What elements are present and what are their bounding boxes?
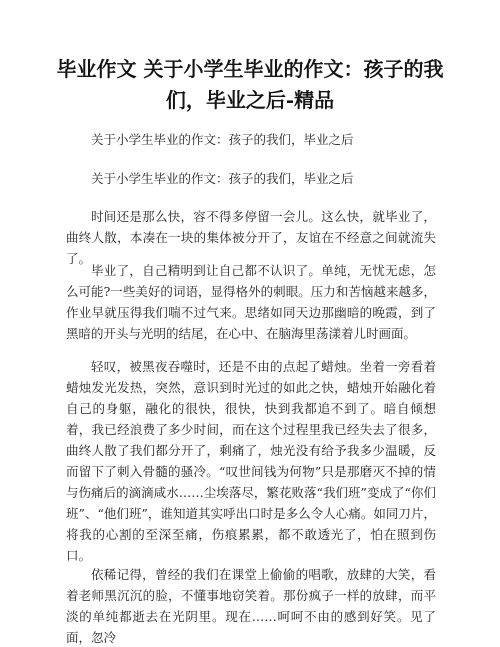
- subheading-paragraph: 关于小学生毕业的作文：孩子的我们，毕业之后: [91, 132, 354, 147]
- body-paragraph: 轻叹，被黑夜吞噬时，还是不由的点起了蜡烛。坐着一旁看着蜡烛发光发热，突然，意识到时光过的如此之快，蜡烛开始融化着自己的身躯，融化的很快，很快，快到我都追不到了。暗自倾想着，我已经浪费了多少时间，而在这个过程里我已经失去了很多，曲终人散了我们都分开了，剩痛了，烛光没有给予我多少温暖，反而留下了刺入骨髓的骚冷。“叹世间钱为何物”只是那磨灭不掉的情与伤痛后的滴滴咸水……尘埃落尽，繁花败落“我们班”变成了“你们班”、“他们班”，谁知道其实呼出口时是多么令人心痛。如同刀片，将我的心割的至深至痛，伤痕累累，都不敢透光了，怕在照到伤口。: [66, 359, 436, 563]
- subheading-paragraph: 关于小学生毕业的作文：孩子的我们，毕业之后: [91, 171, 354, 186]
- body-paragraph: 毕业了，自己精明到让自己都不认识了。单纯，无忧无虑，怎么可能?一些美好的词语，显得格外的刺眼。压力和苦恼越来越多，作业早就压得我们喘不过气来。思绪如同天边那幽暗的晚霞，到了黑暗的开头与光明的结尾，在心中、在脑海里荡漾着儿时画面。: [66, 263, 436, 341]
- document-title: 毕业作文 关于小学生毕业的作文：孩子的我们，毕业之后-精品: [56, 57, 444, 112]
- body-paragraph: 依稀记得，曾经的我们在课堂上偷偷的唱歌，放肆的大笑，看着老师黑沉沉的脸，不懂事地窃笑着。那份疯子一样的放肆，而平淡的单纯都逝去在光阴里。现在……呵呵不由的感到好笑。见了面，忽冷: [66, 567, 436, 645]
- body-paragraph: 时间还是那么快，容不得多停留一会儿。这么快，就毕业了，曲终人散，本凑在一块的集体被分开了，友谊在不经意之间就流失了。: [66, 209, 436, 266]
